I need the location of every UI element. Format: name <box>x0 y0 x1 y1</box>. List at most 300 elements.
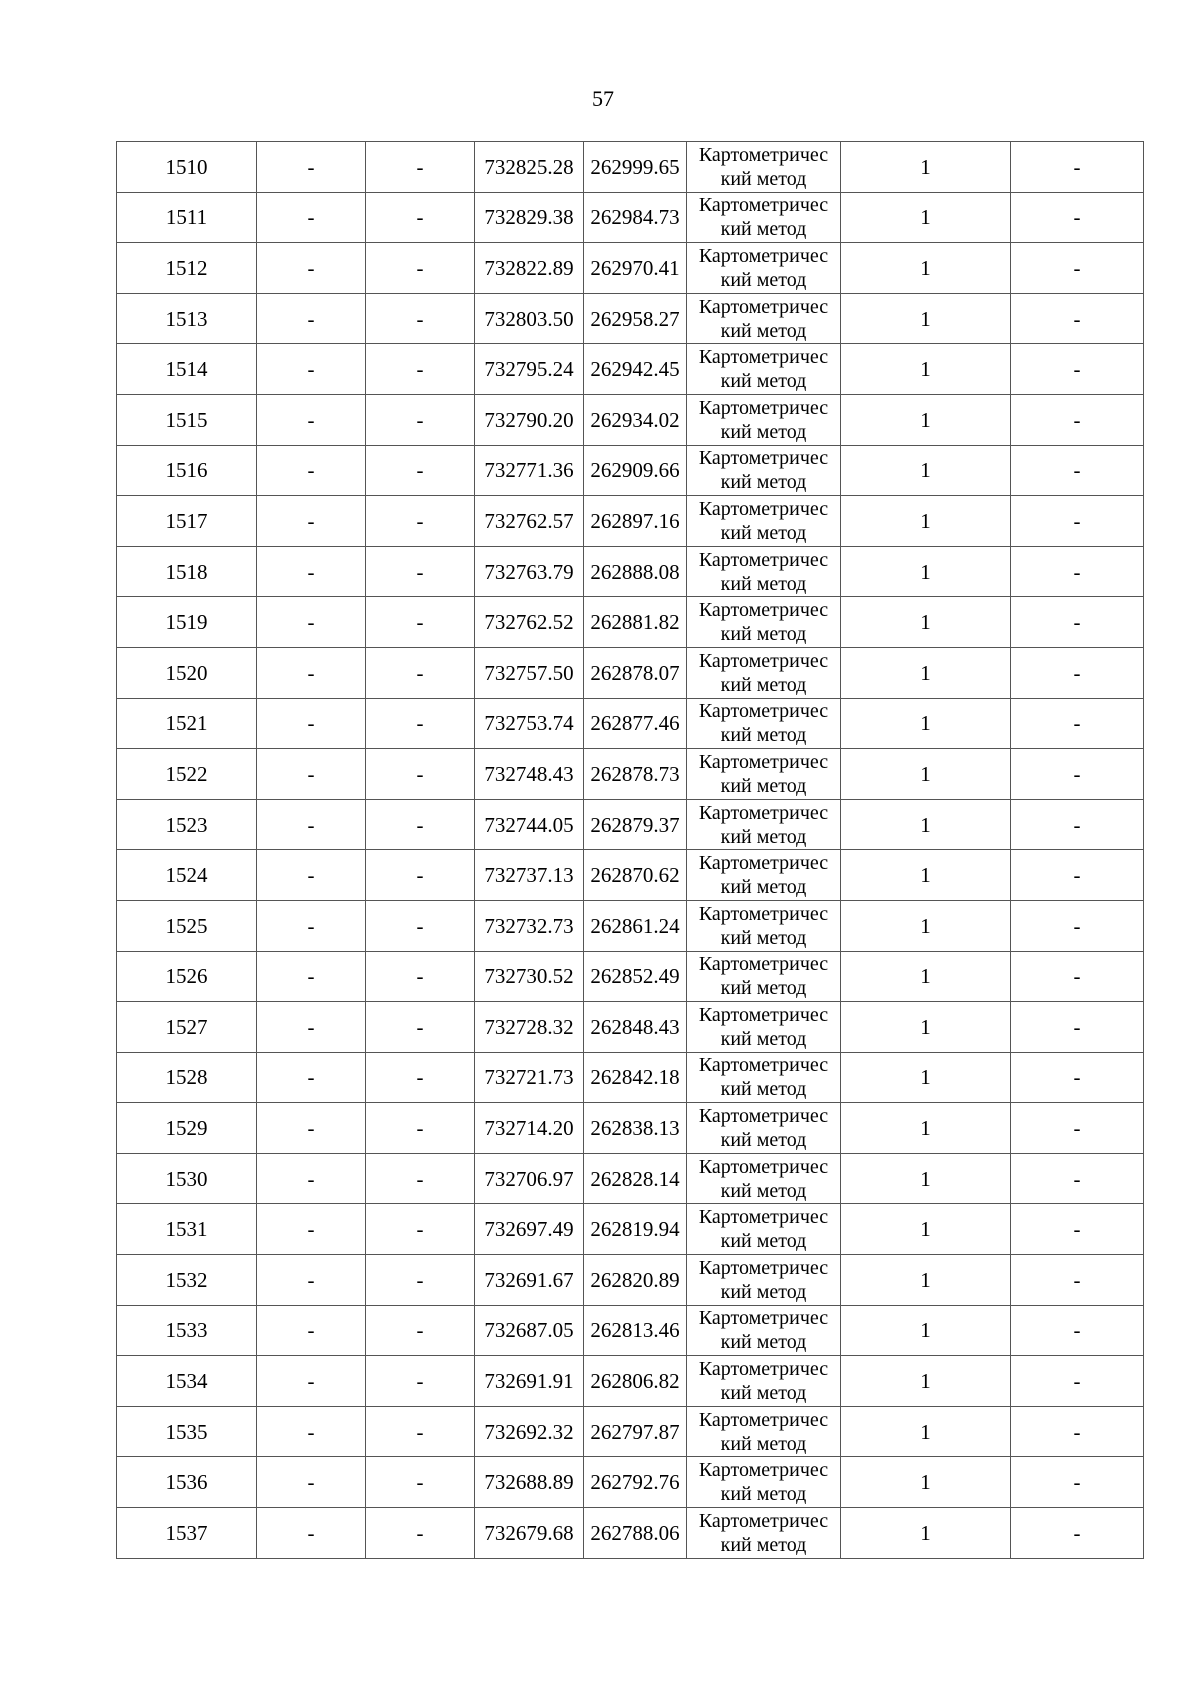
table-row <box>117 142 1144 193</box>
column-8-cell: - <box>1011 293 1144 344</box>
y-coordinate-cell: 262848.43 <box>584 1002 687 1053</box>
method-line-2: кий метод <box>720 319 807 342</box>
y-coordinate-cell: 262828.14 <box>584 1153 687 1204</box>
column-2-cell: - <box>257 1406 366 1457</box>
column-7-cell: 1 <box>841 243 1011 294</box>
column-7-cell: 1 <box>841 445 1011 496</box>
column-8-cell: - <box>1011 344 1144 395</box>
column-8-cell: - <box>1011 1204 1144 1255</box>
table-row <box>117 243 1144 294</box>
table-row <box>117 1103 1144 1154</box>
method-cell <box>687 647 841 698</box>
table-row <box>117 1052 1144 1103</box>
column-3-cell: - <box>366 192 475 243</box>
method-line-2: кий метод <box>720 623 807 646</box>
point-number-cell: 1536 <box>117 1457 257 1508</box>
column-7-cell: 1 <box>841 546 1011 597</box>
table-row <box>117 900 1144 951</box>
method-line-1: Картометричес <box>698 1358 829 1381</box>
x-coordinate-cell: 732795.24 <box>475 344 584 395</box>
column-3-cell: - <box>366 1052 475 1103</box>
column-7-cell: 1 <box>841 1052 1011 1103</box>
column-2-cell: - <box>257 243 366 294</box>
method-line-1: Картометричес <box>698 548 829 571</box>
column-7-cell: 1 <box>841 1103 1011 1154</box>
column-8-cell: - <box>1011 496 1144 547</box>
method-line-2: кий метод <box>720 724 807 747</box>
table-row <box>117 1153 1144 1204</box>
point-number-cell: 1529 <box>117 1103 257 1154</box>
y-coordinate-cell: 262838.13 <box>584 1103 687 1154</box>
column-3-cell: - <box>366 1457 475 1508</box>
method-line-1: Картометричес <box>698 801 829 824</box>
x-coordinate-cell: 732763.79 <box>475 546 584 597</box>
table-row <box>117 1204 1144 1255</box>
method-line-2: кий метод <box>720 825 807 848</box>
column-2-cell: - <box>257 1356 366 1407</box>
method-line-2: кий метод <box>720 673 807 696</box>
x-coordinate-cell: 732803.50 <box>475 293 584 344</box>
y-coordinate-cell: 262788.06 <box>584 1508 687 1559</box>
method-cell <box>687 445 841 496</box>
method-line-1: Картометричес <box>698 244 829 267</box>
method-line-2: кий метод <box>720 167 807 190</box>
column-7-cell: 1 <box>841 749 1011 800</box>
x-coordinate-cell: 732721.73 <box>475 1052 584 1103</box>
method-line-1: Картометричес <box>698 700 829 723</box>
column-2-cell: - <box>257 749 366 800</box>
column-8-cell: - <box>1011 243 1144 294</box>
column-2-cell: - <box>257 445 366 496</box>
column-2-cell: - <box>257 1002 366 1053</box>
column-3-cell: - <box>366 698 475 749</box>
y-coordinate-cell: 262819.94 <box>584 1204 687 1255</box>
method-cell <box>687 142 841 193</box>
column-3-cell: - <box>366 1002 475 1053</box>
column-7-cell: 1 <box>841 142 1011 193</box>
x-coordinate-cell: 732714.20 <box>475 1103 584 1154</box>
table-row <box>117 799 1144 850</box>
column-3-cell: - <box>366 1204 475 1255</box>
column-2-cell: - <box>257 698 366 749</box>
point-number-cell: 1517 <box>117 496 257 547</box>
y-coordinate-cell: 262881.82 <box>584 597 687 648</box>
column-8-cell: - <box>1011 192 1144 243</box>
column-7-cell: 1 <box>841 293 1011 344</box>
table-row <box>117 496 1144 547</box>
point-number-cell: 1518 <box>117 546 257 597</box>
x-coordinate-cell: 732732.73 <box>475 900 584 951</box>
table-row <box>117 546 1144 597</box>
y-coordinate-cell: 262970.41 <box>584 243 687 294</box>
method-line-2: кий метод <box>720 774 807 797</box>
column-8-cell: - <box>1011 698 1144 749</box>
y-coordinate-cell: 262897.16 <box>584 496 687 547</box>
method-cell <box>687 749 841 800</box>
column-8-cell: - <box>1011 647 1144 698</box>
column-7-cell: 1 <box>841 698 1011 749</box>
column-3-cell: - <box>366 243 475 294</box>
method-line-2: кий метод <box>720 1483 807 1506</box>
y-coordinate-cell: 262942.45 <box>584 344 687 395</box>
x-coordinate-cell: 732687.05 <box>475 1305 584 1356</box>
method-cell <box>687 1255 841 1306</box>
point-number-cell: 1526 <box>117 951 257 1002</box>
method-line-2: кий метод <box>720 268 807 291</box>
x-coordinate-cell: 732744.05 <box>475 799 584 850</box>
column-2-cell: - <box>257 1103 366 1154</box>
column-8-cell: - <box>1011 900 1144 951</box>
column-2-cell: - <box>257 951 366 1002</box>
column-3-cell: - <box>366 546 475 597</box>
table-row <box>117 394 1144 445</box>
method-line-2: кий метод <box>720 876 807 899</box>
column-2-cell: - <box>257 597 366 648</box>
column-8-cell: - <box>1011 1052 1144 1103</box>
table-row <box>117 1508 1144 1559</box>
method-line-1: Картометричес <box>698 1459 829 1482</box>
method-cell <box>687 192 841 243</box>
x-coordinate-cell: 732829.38 <box>475 192 584 243</box>
column-8-cell: - <box>1011 1508 1144 1559</box>
point-number-cell: 1528 <box>117 1052 257 1103</box>
point-number-cell: 1516 <box>117 445 257 496</box>
coordinates-table <box>116 141 1144 1559</box>
method-line-2: кий метод <box>720 572 807 595</box>
column-8-cell: - <box>1011 1002 1144 1053</box>
method-line-2: кий метод <box>720 1280 807 1303</box>
column-3-cell: - <box>366 445 475 496</box>
x-coordinate-cell: 732691.91 <box>475 1356 584 1407</box>
method-line-1: Картометричес <box>698 599 829 622</box>
method-line-2: кий метод <box>720 1382 807 1405</box>
method-cell <box>687 951 841 1002</box>
column-2-cell: - <box>257 647 366 698</box>
x-coordinate-cell: 732706.97 <box>475 1153 584 1204</box>
column-3-cell: - <box>366 951 475 1002</box>
method-cell <box>687 900 841 951</box>
column-3-cell: - <box>366 749 475 800</box>
method-line-1: Картометричес <box>698 295 829 318</box>
table-row <box>117 1406 1144 1457</box>
column-8-cell: - <box>1011 1305 1144 1356</box>
method-line-1: Картометричес <box>698 1256 829 1279</box>
x-coordinate-cell: 732728.32 <box>475 1002 584 1053</box>
column-7-cell: 1 <box>841 951 1011 1002</box>
column-7-cell: 1 <box>841 1204 1011 1255</box>
point-number-cell: 1533 <box>117 1305 257 1356</box>
point-number-cell: 1519 <box>117 597 257 648</box>
x-coordinate-cell: 732757.50 <box>475 647 584 698</box>
x-coordinate-cell: 732697.49 <box>475 1204 584 1255</box>
x-coordinate-cell: 732688.89 <box>475 1457 584 1508</box>
column-7-cell: 1 <box>841 850 1011 901</box>
method-line-2: кий метод <box>720 420 807 443</box>
y-coordinate-cell: 262792.76 <box>584 1457 687 1508</box>
column-7-cell: 1 <box>841 394 1011 445</box>
column-3-cell: - <box>366 1103 475 1154</box>
method-cell <box>687 1508 841 1559</box>
method-line-2: кий метод <box>720 1027 807 1050</box>
table-row <box>117 192 1144 243</box>
column-3-cell: - <box>366 1508 475 1559</box>
x-coordinate-cell: 732748.43 <box>475 749 584 800</box>
column-3-cell: - <box>366 496 475 547</box>
point-number-cell: 1532 <box>117 1255 257 1306</box>
method-line-1: Картометричес <box>698 194 829 217</box>
table-row <box>117 1305 1144 1356</box>
x-coordinate-cell: 732822.89 <box>475 243 584 294</box>
method-cell <box>687 1305 841 1356</box>
method-line-1: Картометричес <box>698 852 829 875</box>
column-3-cell: - <box>366 1406 475 1457</box>
column-8-cell: - <box>1011 850 1144 901</box>
method-line-2: кий метод <box>720 1432 807 1455</box>
point-number-cell: 1513 <box>117 293 257 344</box>
method-cell <box>687 1204 841 1255</box>
table-row <box>117 293 1144 344</box>
table-row <box>117 344 1144 395</box>
y-coordinate-cell: 262797.87 <box>584 1406 687 1457</box>
x-coordinate-cell: 732790.20 <box>475 394 584 445</box>
column-8-cell: - <box>1011 142 1144 193</box>
column-3-cell: - <box>366 344 475 395</box>
method-line-1: Картометричес <box>698 750 829 773</box>
y-coordinate-cell: 262842.18 <box>584 1052 687 1103</box>
method-line-1: Картометричес <box>698 1105 829 1128</box>
column-8-cell: - <box>1011 1457 1144 1508</box>
column-7-cell: 1 <box>841 1356 1011 1407</box>
point-number-cell: 1534 <box>117 1356 257 1407</box>
column-3-cell: - <box>366 293 475 344</box>
method-line-2: кий метод <box>720 1078 807 1101</box>
y-coordinate-cell: 262909.66 <box>584 445 687 496</box>
column-7-cell: 1 <box>841 597 1011 648</box>
method-cell <box>687 1406 841 1457</box>
method-line-1: Картометричес <box>698 1206 829 1229</box>
y-coordinate-cell: 262877.46 <box>584 698 687 749</box>
method-cell <box>687 496 841 547</box>
y-coordinate-cell: 262861.24 <box>584 900 687 951</box>
y-coordinate-cell: 262879.37 <box>584 799 687 850</box>
method-line-1: Картометричес <box>698 1003 829 1026</box>
method-line-1: Картометричес <box>698 447 829 470</box>
x-coordinate-cell: 732730.52 <box>475 951 584 1002</box>
point-number-cell: 1527 <box>117 1002 257 1053</box>
table-row <box>117 850 1144 901</box>
method-line-2: кий метод <box>720 977 807 1000</box>
method-line-1: Картометричес <box>698 1054 829 1077</box>
y-coordinate-cell: 262806.82 <box>584 1356 687 1407</box>
column-3-cell: - <box>366 394 475 445</box>
column-8-cell: - <box>1011 951 1144 1002</box>
column-8-cell: - <box>1011 597 1144 648</box>
method-line-1: Картометричес <box>698 346 829 369</box>
method-cell <box>687 293 841 344</box>
method-cell <box>687 546 841 597</box>
method-line-2: кий метод <box>720 1179 807 1202</box>
point-number-cell: 1531 <box>117 1204 257 1255</box>
column-3-cell: - <box>366 647 475 698</box>
point-number-cell: 1520 <box>117 647 257 698</box>
method-line-1: Картометричес <box>698 1408 829 1431</box>
x-coordinate-cell: 732691.67 <box>475 1255 584 1306</box>
table-body <box>117 142 1144 1559</box>
column-2-cell: - <box>257 1508 366 1559</box>
table-row <box>117 698 1144 749</box>
table-row <box>117 1457 1144 1508</box>
column-3-cell: - <box>366 1356 475 1407</box>
column-3-cell: - <box>366 1153 475 1204</box>
y-coordinate-cell: 262934.02 <box>584 394 687 445</box>
column-3-cell: - <box>366 1305 475 1356</box>
method-line-2: кий метод <box>720 370 807 393</box>
method-line-2: кий метод <box>720 471 807 494</box>
page-number: 57 <box>592 86 614 111</box>
column-7-cell: 1 <box>841 1406 1011 1457</box>
method-line-1: Картометричес <box>698 1307 829 1330</box>
point-number-cell: 1523 <box>117 799 257 850</box>
method-line-2: кий метод <box>720 1331 807 1354</box>
x-coordinate-cell: 732762.57 <box>475 496 584 547</box>
column-2-cell: - <box>257 1457 366 1508</box>
point-number-cell: 1525 <box>117 900 257 951</box>
column-3-cell: - <box>366 1255 475 1306</box>
table-row <box>117 749 1144 800</box>
y-coordinate-cell: 262888.08 <box>584 546 687 597</box>
column-7-cell: 1 <box>841 344 1011 395</box>
column-8-cell: - <box>1011 1153 1144 1204</box>
column-2-cell: - <box>257 799 366 850</box>
method-cell <box>687 1153 841 1204</box>
column-8-cell: - <box>1011 1406 1144 1457</box>
x-coordinate-cell: 732753.74 <box>475 698 584 749</box>
point-number-cell: 1537 <box>117 1508 257 1559</box>
x-coordinate-cell: 732762.52 <box>475 597 584 648</box>
method-cell <box>687 394 841 445</box>
column-7-cell: 1 <box>841 1457 1011 1508</box>
column-7-cell: 1 <box>841 1508 1011 1559</box>
column-2-cell: - <box>257 142 366 193</box>
column-8-cell: - <box>1011 1103 1144 1154</box>
point-number-cell: 1524 <box>117 850 257 901</box>
method-cell <box>687 1002 841 1053</box>
column-3-cell: - <box>366 597 475 648</box>
y-coordinate-cell: 262958.27 <box>584 293 687 344</box>
method-line-1: Картометричес <box>698 953 829 976</box>
method-cell <box>687 243 841 294</box>
y-coordinate-cell: 262878.07 <box>584 647 687 698</box>
table-row <box>117 647 1144 698</box>
table-row <box>117 597 1144 648</box>
column-2-cell: - <box>257 1052 366 1103</box>
method-line-1: Картометричес <box>698 649 829 672</box>
column-2-cell: - <box>257 900 366 951</box>
column-2-cell: - <box>257 1153 366 1204</box>
column-7-cell: 1 <box>841 1153 1011 1204</box>
y-coordinate-cell: 262999.65 <box>584 142 687 193</box>
column-8-cell: - <box>1011 445 1144 496</box>
y-coordinate-cell: 262984.73 <box>584 192 687 243</box>
method-cell <box>687 698 841 749</box>
column-8-cell: - <box>1011 1255 1144 1306</box>
column-8-cell: - <box>1011 749 1144 800</box>
x-coordinate-cell: 732771.36 <box>475 445 584 496</box>
x-coordinate-cell: 732692.32 <box>475 1406 584 1457</box>
column-8-cell: - <box>1011 1356 1144 1407</box>
method-line-2: кий метод <box>720 218 807 241</box>
table-row <box>117 445 1144 496</box>
column-8-cell: - <box>1011 799 1144 850</box>
method-cell <box>687 850 841 901</box>
column-3-cell: - <box>366 142 475 193</box>
column-7-cell: 1 <box>841 192 1011 243</box>
column-7-cell: 1 <box>841 1305 1011 1356</box>
column-3-cell: - <box>366 850 475 901</box>
column-8-cell: - <box>1011 394 1144 445</box>
method-cell <box>687 344 841 395</box>
method-line-2: кий метод <box>720 1129 807 1152</box>
column-3-cell: - <box>366 900 475 951</box>
column-7-cell: 1 <box>841 1255 1011 1306</box>
column-7-cell: 1 <box>841 1002 1011 1053</box>
column-2-cell: - <box>257 1204 366 1255</box>
column-3-cell: - <box>366 799 475 850</box>
x-coordinate-cell: 732679.68 <box>475 1508 584 1559</box>
y-coordinate-cell: 262870.62 <box>584 850 687 901</box>
method-line-1: Картометричес <box>698 396 829 419</box>
method-cell <box>687 1052 841 1103</box>
table-row <box>117 1255 1144 1306</box>
method-line-2: кий метод <box>720 1230 807 1253</box>
column-2-cell: - <box>257 394 366 445</box>
table-row <box>117 1002 1144 1053</box>
column-7-cell: 1 <box>841 900 1011 951</box>
point-number-cell: 1515 <box>117 394 257 445</box>
method-cell <box>687 1356 841 1407</box>
table-row <box>117 1356 1144 1407</box>
point-number-cell: 1514 <box>117 344 257 395</box>
y-coordinate-cell: 262852.49 <box>584 951 687 1002</box>
point-number-cell: 1522 <box>117 749 257 800</box>
column-2-cell: - <box>257 192 366 243</box>
point-number-cell: 1511 <box>117 192 257 243</box>
method-cell <box>687 799 841 850</box>
method-line-1: Картометричес <box>698 1509 829 1532</box>
method-cell <box>687 1103 841 1154</box>
y-coordinate-cell: 262813.46 <box>584 1305 687 1356</box>
point-number-cell: 1512 <box>117 243 257 294</box>
column-2-cell: - <box>257 344 366 395</box>
point-number-cell: 1530 <box>117 1153 257 1204</box>
x-coordinate-cell: 732737.13 <box>475 850 584 901</box>
column-8-cell: - <box>1011 546 1144 597</box>
point-number-cell: 1521 <box>117 698 257 749</box>
point-number-cell: 1535 <box>117 1406 257 1457</box>
method-line-2: кий метод <box>720 1533 807 1556</box>
column-2-cell: - <box>257 496 366 547</box>
column-2-cell: - <box>257 1305 366 1356</box>
method-line-2: кий метод <box>720 521 807 544</box>
column-7-cell: 1 <box>841 647 1011 698</box>
method-line-1: Картометричес <box>698 497 829 520</box>
y-coordinate-cell: 262820.89 <box>584 1255 687 1306</box>
method-line-1: Картометричес <box>698 1155 829 1178</box>
table-row <box>117 951 1144 1002</box>
method-line-1: Картометричес <box>698 143 829 166</box>
column-7-cell: 1 <box>841 496 1011 547</box>
method-line-1: Картометричес <box>698 902 829 925</box>
